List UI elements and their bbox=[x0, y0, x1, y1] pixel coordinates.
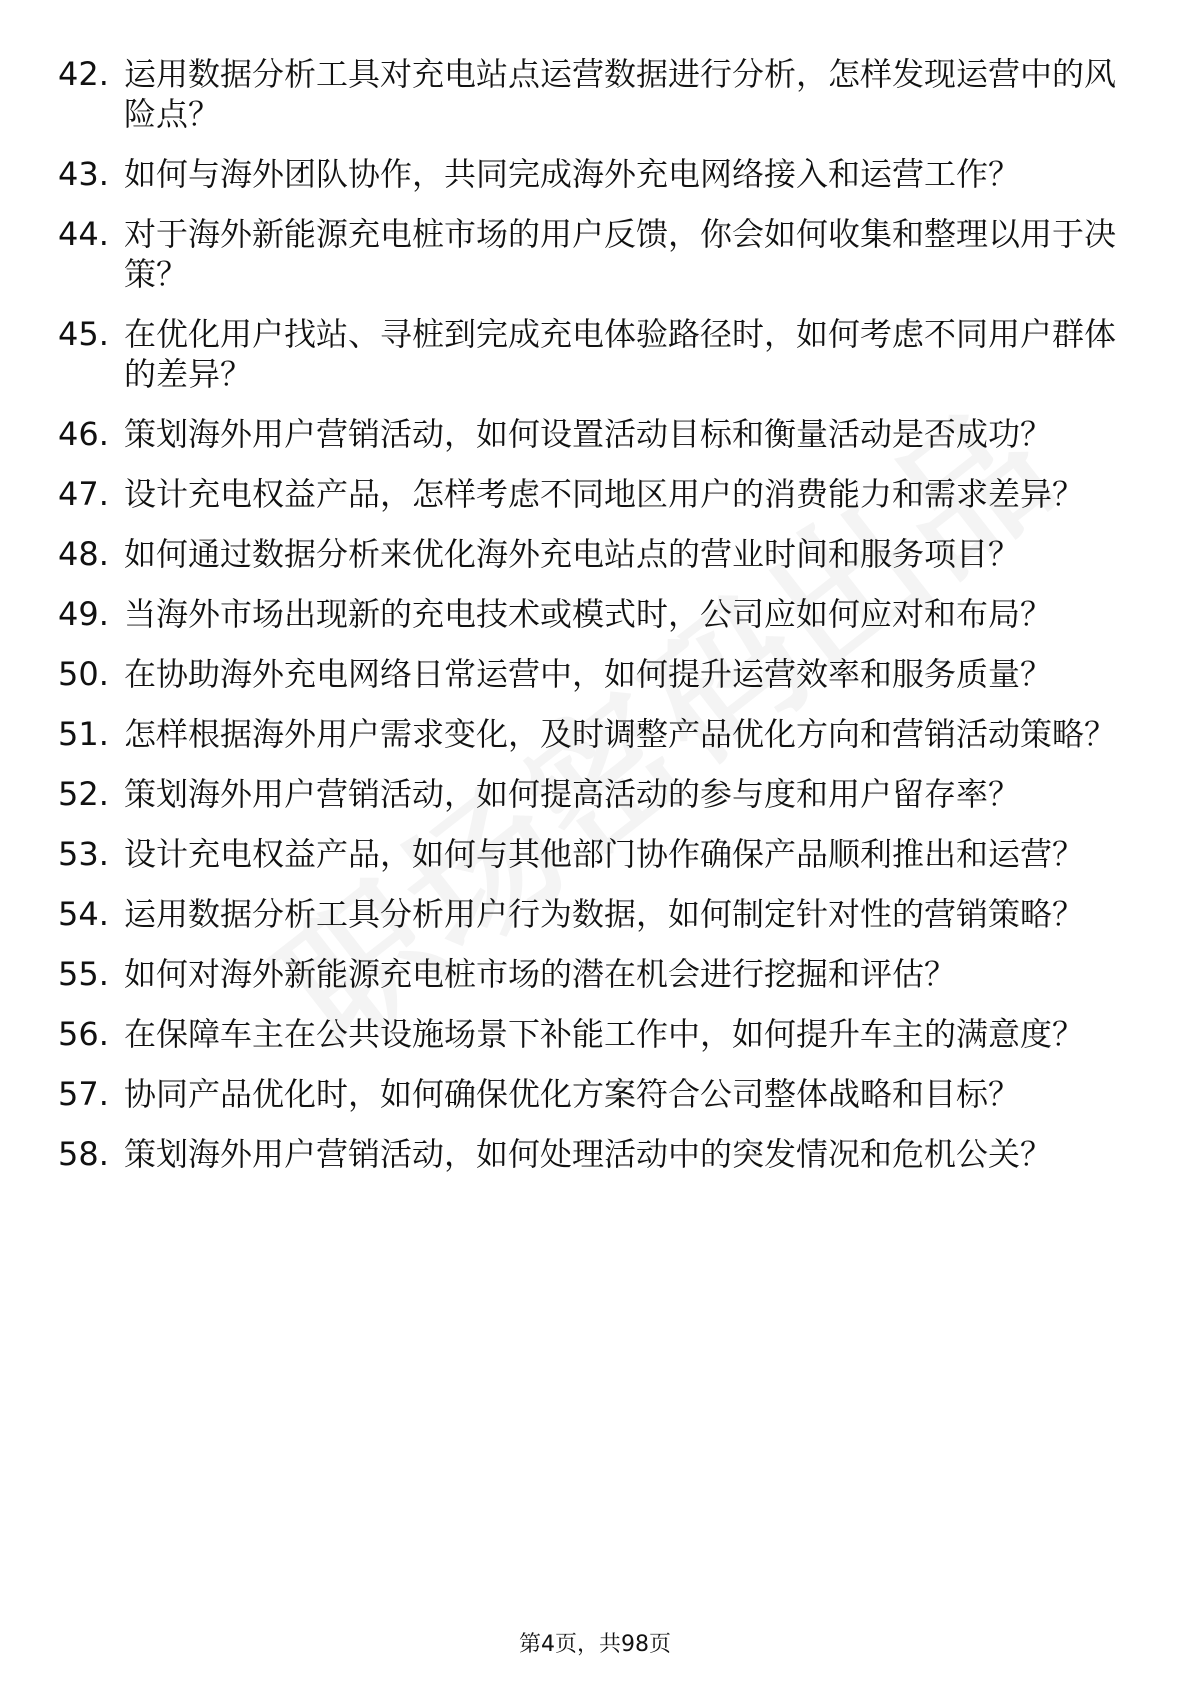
question-text: 如何通过数据分析来优化海外充电站点的营业时间和服务项目？ bbox=[124, 535, 1021, 573]
page-footer bbox=[0, 1631, 1190, 1659]
question-text: 运用数据分析工具对充电站点运营数据进行分析，怎样发现运营中的风险点？ bbox=[124, 55, 1117, 133]
question-number: 53. bbox=[58, 835, 109, 873]
question-text: 在协助海外充电网络日常运营中，如何提升运营效率和服务质量？ bbox=[124, 655, 1053, 693]
question-item bbox=[58, 534, 1118, 574]
question-text: 设计充电权益产品，怎样考虑不同地区用户的消费能力和需求差异？ bbox=[124, 475, 1085, 513]
question-number: 48. bbox=[58, 535, 109, 573]
question-number: 43. bbox=[58, 155, 109, 193]
question-number: 44. bbox=[58, 215, 109, 253]
question-item bbox=[58, 894, 1118, 934]
question-number: 54. bbox=[58, 895, 109, 933]
question-number: 58. bbox=[58, 1135, 109, 1173]
question-number: 46. bbox=[58, 415, 109, 453]
question-item bbox=[58, 714, 1118, 754]
question-item bbox=[58, 954, 1118, 994]
question-text: 在优化用户找站、寻桩到完成充电体验路径时，如何考虑不同用户群体的差异？ bbox=[124, 315, 1117, 393]
question-item bbox=[58, 54, 1118, 134]
question-number: 49. bbox=[58, 595, 109, 633]
question-number: 45. bbox=[58, 315, 109, 353]
question-number: 55. bbox=[58, 955, 109, 993]
question-text: 怎样根据海外用户需求变化，及时调整产品优化方向和营销活动策略？ bbox=[124, 715, 1117, 753]
question-text: 如何对海外新能源充电桩市场的潜在机会进行挖掘和评估？ bbox=[124, 955, 957, 993]
question-text: 如何与海外团队协作，共同完成海外充电网络接入和运营工作？ bbox=[124, 155, 1021, 193]
question-item bbox=[58, 1074, 1118, 1114]
question-item bbox=[58, 834, 1118, 874]
question-text: 策划海外用户营销活动，如何提高活动的参与度和用户留存率？ bbox=[124, 775, 1021, 813]
page-indicator: 第4页，共98页 bbox=[519, 1632, 671, 1657]
question-number: 50. bbox=[58, 655, 109, 693]
question-text: 策划海外用户营销活动，如何设置活动目标和衡量活动是否成功？ bbox=[124, 415, 1053, 453]
question-item bbox=[58, 594, 1118, 634]
question-text: 运用数据分析工具分析用户行为数据，如何制定针对性的营销策略？ bbox=[124, 895, 1085, 933]
question-number: 56. bbox=[58, 1015, 109, 1053]
question-number: 51. bbox=[58, 715, 109, 753]
question-text: 当海外市场出现新的充电技术或模式时，公司应如何应对和布局？ bbox=[124, 595, 1053, 633]
question-text: 策划海外用户营销活动，如何处理活动中的突发情况和危机公关？ bbox=[124, 1135, 1053, 1173]
question-text: 对于海外新能源充电桩市场的用户反馈，你会如何收集和整理以用于决策？ bbox=[124, 215, 1117, 293]
question-item bbox=[58, 474, 1118, 514]
question-text: 在保障车主在公共设施场景下补能工作中，如何提升车主的满意度？ bbox=[124, 1015, 1085, 1053]
question-number: 47. bbox=[58, 475, 109, 513]
question-item bbox=[58, 1014, 1118, 1054]
question-number: 42. bbox=[58, 55, 109, 93]
question-number: 52. bbox=[58, 775, 109, 813]
question-text: 设计充电权益产品，如何与其他部门协作确保产品顺利推出和运营？ bbox=[124, 835, 1085, 873]
question-item bbox=[58, 654, 1118, 694]
question-item bbox=[58, 774, 1118, 814]
question-item bbox=[58, 1134, 1118, 1174]
question-number: 57. bbox=[58, 1075, 109, 1113]
question-text: 协同产品优化时，如何确保优化方案符合公司整体战略和目标？ bbox=[124, 1075, 1021, 1113]
question-item bbox=[58, 214, 1118, 294]
question-list bbox=[58, 54, 1118, 1194]
question-item bbox=[58, 314, 1118, 394]
question-item bbox=[58, 154, 1118, 194]
question-item bbox=[58, 414, 1118, 454]
